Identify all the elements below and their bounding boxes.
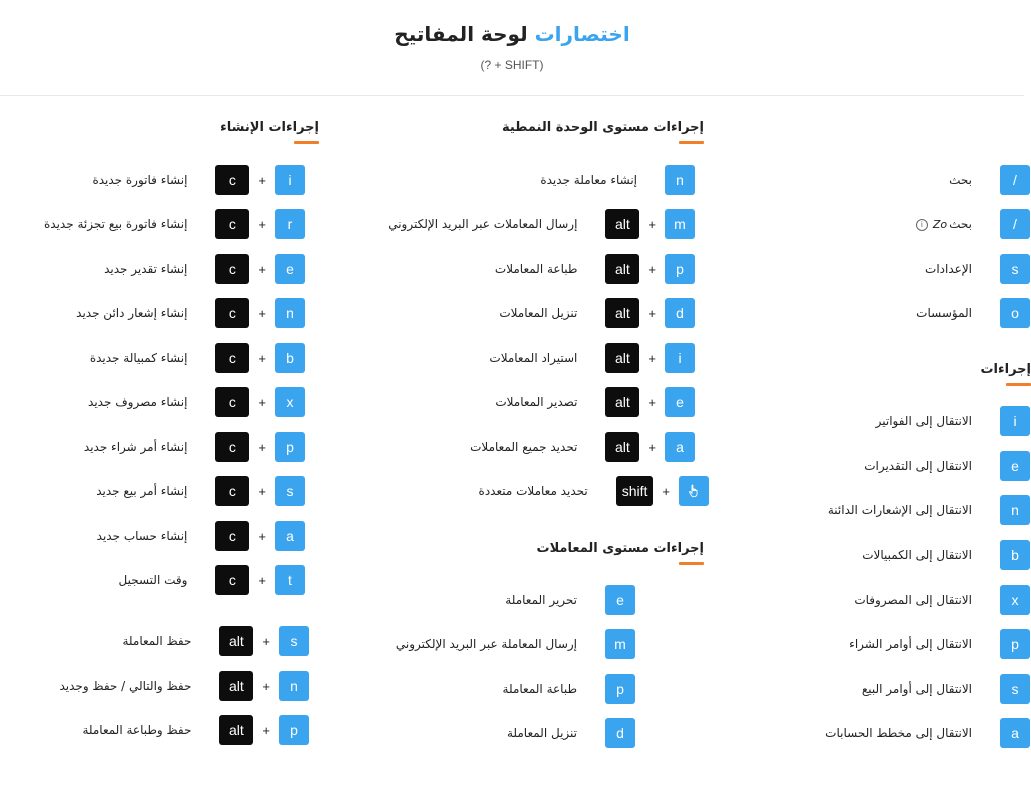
module-shortcut-row (499, 298, 695, 328)
hand-pointer-icon (686, 483, 702, 499)
key-letter[interactable]: r (275, 209, 305, 239)
key-letter[interactable]: / (1000, 209, 1030, 239)
shortcut-label: تحرير المعاملة (505, 593, 577, 607)
key-letter[interactable]: b (1000, 540, 1030, 570)
shortcut-keys (215, 298, 305, 328)
shortcut-label: إنشاء أمر بيع جديد (96, 484, 188, 498)
key-modifier[interactable]: c (215, 387, 249, 417)
plus-sign: + (258, 572, 266, 588)
shortcut-keys (605, 254, 695, 284)
key-letter[interactable]: s (1000, 674, 1030, 704)
key-letter[interactable]: p (1000, 629, 1030, 659)
plus-sign: + (258, 483, 266, 499)
navigation-shortcut-row (854, 585, 1030, 615)
shortcut-label: المؤسسات (916, 306, 972, 320)
navigation-shortcut-row (876, 406, 1030, 436)
key-letter[interactable]: n (1000, 495, 1030, 525)
key-modifier[interactable]: alt (605, 254, 639, 284)
shortcut-keys (665, 165, 695, 195)
shortcut-label: الانتقال إلى الفواتير (875, 414, 972, 428)
key-modifier[interactable]: shift (616, 476, 654, 506)
shortcut-label: إنشاء مصروف جديد (88, 395, 188, 409)
key-letter[interactable]: o (1000, 298, 1030, 328)
hand-pointer-key[interactable] (679, 476, 709, 506)
shortcut-label: الانتقال إلى المصروفات (854, 593, 972, 607)
plus-sign: + (648, 394, 656, 410)
shortcut-keys (1000, 254, 1030, 284)
transaction-shortcut-row (396, 629, 635, 659)
shortcut-keys (1000, 718, 1030, 748)
key-letter[interactable]: / (1000, 165, 1030, 195)
shortcut-keys (605, 343, 695, 373)
key-modifier[interactable]: alt (219, 715, 253, 745)
key-modifier[interactable]: alt (605, 209, 639, 239)
shortcut-label: الإعدادات (925, 262, 972, 276)
shortcut-keys (219, 715, 309, 745)
zoho-logo-icon: Zo (932, 218, 948, 231)
key-modifier[interactable]: alt (219, 671, 253, 701)
key-letter[interactable]: t (275, 565, 305, 595)
key-letter[interactable]: i (665, 343, 695, 373)
create-shortcut-row (88, 387, 305, 417)
create-shortcut-row (84, 432, 305, 462)
shortcut-label: طباعة المعاملات (494, 262, 578, 276)
shortcut-label: الانتقال إلى الكمبيالات (862, 548, 972, 562)
create-shortcut-row (96, 476, 305, 506)
shortcut-label: حفظ المعاملة (122, 634, 192, 648)
key-modifier[interactable]: c (215, 343, 249, 373)
key-letter[interactable]: s (275, 476, 305, 506)
shortcut-label: طباعة المعاملة (502, 682, 577, 696)
plus-sign: + (262, 678, 270, 694)
create-shortcut-row (104, 254, 305, 284)
general-shortcut-row (949, 165, 1030, 195)
plus-sign: + (258, 350, 266, 366)
title-accent: اختصارات (534, 22, 630, 46)
plus-sign: + (258, 216, 266, 232)
shortcut-label: الانتقال إلى مخطط الحسابات (825, 726, 972, 740)
plus-sign: + (258, 305, 266, 321)
key-letter[interactable]: p (279, 715, 309, 745)
key-letter[interactable]: n (279, 671, 309, 701)
plus-sign: + (258, 261, 266, 277)
navigation-shortcut-row (828, 495, 1030, 525)
shortcut-keys (1000, 674, 1030, 704)
plus-sign: + (648, 261, 656, 277)
shortcut-label: إنشاء أمر شراء جديد (83, 440, 188, 454)
shortcut-keys (605, 432, 695, 462)
key-letter[interactable]: e (275, 254, 305, 284)
module-shortcut-row (388, 209, 695, 239)
shortcut-label: حفظ والتالي / حفظ وجديد (59, 679, 192, 693)
title-rest: لوحة المفاتيح (394, 22, 528, 46)
shortcut-keys (215, 209, 305, 239)
shortcut-keys (215, 521, 305, 551)
key-letter[interactable]: e (665, 387, 695, 417)
shortcut-label: الانتقال إلى الإشعارات الدائنة (827, 503, 972, 517)
navigation-shortcut-row (862, 540, 1030, 570)
module-shortcut-row (479, 476, 709, 506)
key-modifier[interactable]: alt (219, 626, 253, 656)
plus-sign: + (648, 350, 656, 366)
shortcut-label: الانتقال إلى أوامر البيع (861, 682, 972, 696)
shortcut-label: إنشاء حساب جديد (96, 529, 188, 543)
shortcut-keys (616, 476, 709, 506)
general-shortcut-row (913, 209, 1030, 239)
shortcut-label: إنشاء فاتورة بيع تجزئة جديدة (43, 217, 188, 231)
shortcut-keys (1000, 629, 1030, 659)
navigation-actions-title: إجراءات (980, 362, 1031, 386)
module-shortcut-row (470, 432, 695, 462)
shortcut-keys (215, 343, 305, 373)
create-shortcut-row (92, 165, 305, 195)
key-modifier[interactable]: alt (605, 298, 639, 328)
create-shortcut-row (90, 343, 305, 373)
create-actions-title: إجراءات الإنشاء (220, 120, 319, 144)
create-shortcut-row (119, 565, 306, 595)
key-letter[interactable]: x (1000, 585, 1030, 615)
key-letter[interactable]: i (275, 165, 305, 195)
key-letter[interactable]: m (665, 209, 695, 239)
key-modifier[interactable]: c (215, 565, 249, 595)
shortcut-keys (215, 565, 305, 595)
plus-sign: + (662, 483, 670, 499)
general-shortcut-row (925, 254, 1030, 284)
module-shortcut-row (540, 165, 695, 195)
create-shortcut-row (123, 626, 310, 656)
plus-sign: + (258, 439, 266, 455)
key-letter[interactable]: n (665, 165, 695, 195)
key-modifier[interactable]: c (215, 209, 249, 239)
shortcut-label: تنزيل المعاملة (506, 726, 577, 740)
navigation-shortcut-row (849, 629, 1030, 659)
plus-sign: + (258, 394, 266, 410)
plus-sign: + (648, 216, 656, 232)
shortcut-label: إنشاء تقدير جديد (104, 262, 188, 276)
shortcut-label: حفظ وطباعة المعاملة (82, 723, 192, 737)
general-shortcut-row (916, 298, 1030, 328)
shortcut-hint: (? + SHIFT) (480, 58, 544, 72)
key-modifier[interactable]: c (215, 254, 249, 284)
module-shortcut-row (495, 254, 695, 284)
shortcut-keys (219, 626, 309, 656)
module-shortcut-row (489, 343, 695, 373)
key-letter[interactable]: p (275, 432, 305, 462)
shortcut-label: إرسال المعاملة عبر البريد الإلكتروني (395, 637, 577, 651)
key-letter[interactable]: p (605, 674, 635, 704)
key-letter[interactable]: d (605, 718, 635, 748)
transaction-shortcut-row (505, 585, 635, 615)
shortcut-label: تحديد معاملات متعددة (478, 484, 588, 498)
key-modifier[interactable]: alt (605, 343, 639, 373)
module-shortcut-row (495, 387, 695, 417)
shortcut-label-text: بحث (949, 217, 972, 231)
navigation-shortcut-row (825, 718, 1030, 748)
plus-sign: + (648, 305, 656, 321)
shortcut-keys (215, 476, 305, 506)
shortcut-label: بحث (949, 173, 972, 187)
shortcut-label: تحديد جميع المعاملات (470, 440, 578, 454)
key-letter[interactable]: s (1000, 254, 1030, 284)
shortcut-keys (219, 671, 309, 701)
shortcut-label: إنشاء كمبيالة جديدة (89, 351, 188, 365)
key-modifier[interactable]: c (215, 521, 249, 551)
shortcut-keys (215, 254, 305, 284)
plus-sign: + (258, 172, 266, 188)
shortcut-label: وقت التسجيل (118, 573, 188, 587)
transaction-shortcut-row (507, 718, 635, 748)
key-letter[interactable]: i (1000, 406, 1030, 436)
key-letter[interactable]: a (1000, 718, 1030, 748)
shortcut-keys (1000, 540, 1030, 570)
key-letter[interactable]: x (275, 387, 305, 417)
navigation-shortcut-row (862, 674, 1030, 704)
key-modifier[interactable]: c (215, 432, 249, 462)
shortcut-keys (1000, 585, 1030, 615)
transaction-actions-title: إجراءات مستوى المعاملات (537, 541, 705, 565)
shortcut-keys (1000, 406, 1030, 436)
page-header (0, 0, 1024, 96)
shortcut-keys (605, 387, 695, 417)
key-letter[interactable]: a (665, 432, 695, 462)
plus-sign: + (258, 528, 266, 544)
shortcut-label: الانتقال إلى التقديرات (864, 459, 972, 473)
key-letter[interactable]: b (275, 343, 305, 373)
key-letter[interactable]: s (279, 626, 309, 656)
shortcut-keys (605, 718, 635, 748)
key-modifier[interactable]: alt (605, 387, 639, 417)
shortcut-label (913, 217, 972, 231)
shortcut-keys (215, 387, 305, 417)
shortcut-keys (1000, 165, 1030, 195)
create-shortcut-row (44, 209, 305, 239)
key-letter[interactable]: n (275, 298, 305, 328)
shortcut-label: تنزيل المعاملات (499, 306, 578, 320)
page-title (0, 22, 1024, 46)
key-letter[interactable]: a (275, 521, 305, 551)
shortcut-keys (605, 209, 695, 239)
key-modifier[interactable]: c (215, 298, 249, 328)
create-shortcut-row (76, 298, 305, 328)
key-modifier[interactable]: alt (605, 432, 639, 462)
info-icon[interactable]: i (916, 219, 928, 231)
shortcut-label: الانتقال إلى أوامر الشراء (849, 637, 972, 651)
shortcut-label: إنشاء إشعار دائن جديد (76, 306, 188, 320)
navigation-shortcut-row (864, 451, 1030, 481)
create-shortcut-row (97, 521, 305, 551)
shortcut-keys (605, 629, 635, 659)
key-modifier[interactable]: c (215, 476, 249, 506)
shortcut-keys (605, 585, 635, 615)
key-letter[interactable]: e (605, 585, 635, 615)
create-shortcut-row (59, 671, 309, 701)
shortcut-keys (1000, 495, 1030, 525)
plus-sign: + (262, 633, 270, 649)
transaction-shortcut-row (503, 674, 635, 704)
module-actions-title: إجراءات مستوى الوحدة النمطية (502, 120, 704, 144)
shortcut-label: استيراد المعاملات (489, 351, 578, 365)
key-modifier[interactable]: c (215, 165, 249, 195)
shortcut-label: إنشاء فاتورة جديدة (92, 173, 188, 187)
shortcut-keys (605, 298, 695, 328)
shortcut-keys (215, 432, 305, 462)
shortcut-label: إرسال المعاملات عبر البريد الإلكتروني (388, 217, 578, 231)
create-shortcut-row (82, 715, 309, 745)
key-letter[interactable]: d (665, 298, 695, 328)
shortcut-label: تصدير المعاملات (495, 395, 578, 409)
shortcut-keys (215, 165, 305, 195)
key-letter[interactable]: e (1000, 451, 1030, 481)
key-letter[interactable]: p (665, 254, 695, 284)
shortcut-label: إنشاء معاملة جديدة (540, 173, 637, 187)
shortcut-keys (605, 674, 635, 704)
plus-sign: + (648, 439, 656, 455)
shortcut-keys (1000, 451, 1030, 481)
key-letter[interactable]: m (605, 629, 635, 659)
plus-sign: + (262, 722, 270, 738)
shortcut-keys (1000, 298, 1030, 328)
shortcut-keys (1000, 209, 1030, 239)
